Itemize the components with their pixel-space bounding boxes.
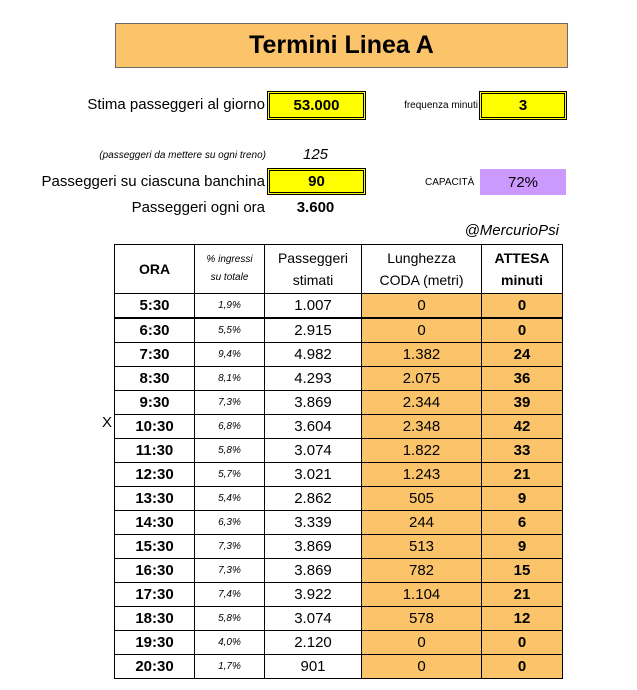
cell-pass[interactable]: 2.120	[265, 631, 362, 655]
cell-coda[interactable]: 1.243	[362, 463, 482, 487]
table-row	[115, 535, 563, 559]
cell-pass[interactable]: 3.021	[265, 463, 362, 487]
cell-pass[interactable]: 2.915	[265, 318, 362, 343]
cell-coda[interactable]: 2.075	[362, 367, 482, 391]
table-row	[115, 343, 563, 367]
cell-pass[interactable]: 3.869	[265, 391, 362, 415]
cell-ora[interactable]: 20:30	[115, 655, 195, 679]
cell-ora[interactable]: 5:30	[115, 294, 195, 319]
cell-attesa[interactable]: 9	[482, 487, 563, 511]
cell-ora[interactable]: 16:30	[115, 559, 195, 583]
cell-pct[interactable]: 7,3%	[195, 391, 265, 415]
cell-ora[interactable]: 12:30	[115, 463, 195, 487]
table-row	[115, 439, 563, 463]
cell-coda[interactable]: 782	[362, 559, 482, 583]
capacita-value: 72%	[480, 169, 566, 195]
cell-pass[interactable]: 3.869	[265, 535, 362, 559]
cell-pct[interactable]: 5,7%	[195, 463, 265, 487]
cell-pass[interactable]: 3.869	[265, 559, 362, 583]
cell-ora[interactable]: 19:30	[115, 631, 195, 655]
cell-pct[interactable]: 5,8%	[195, 607, 265, 631]
cell-ora[interactable]: 11:30	[115, 439, 195, 463]
cell-coda[interactable]: 505	[362, 487, 482, 511]
cell-attesa[interactable]: 15	[482, 559, 563, 583]
table-row	[115, 318, 563, 343]
cell-ora[interactable]: 10:30	[115, 415, 195, 439]
credit-handle: @MercurioPsi	[464, 222, 559, 239]
cell-pass[interactable]: 3.339	[265, 511, 362, 535]
cell-coda[interactable]: 1.382	[362, 343, 482, 367]
cell-pass[interactable]: 3.074	[265, 439, 362, 463]
banchina-input[interactable]: 90	[267, 168, 366, 195]
freq-label: frequenza minuti	[404, 100, 478, 111]
cell-pass[interactable]: 3.604	[265, 415, 362, 439]
header-pct: % ingressi su totale	[195, 245, 265, 294]
table-row	[115, 607, 563, 631]
cell-pct[interactable]: 7,4%	[195, 583, 265, 607]
cell-coda[interactable]: 0	[362, 631, 482, 655]
cell-attesa[interactable]: 0	[482, 294, 563, 319]
cell-coda[interactable]: 513	[362, 535, 482, 559]
cell-pct[interactable]: 6,3%	[195, 511, 265, 535]
cell-coda[interactable]: 244	[362, 511, 482, 535]
cell-attesa[interactable]: 42	[482, 415, 563, 439]
schedule-table	[114, 244, 563, 679]
header-passeggeri: Passeggeri stimati	[265, 245, 362, 294]
header-coda: Lunghezza CODA (metri)	[362, 245, 482, 294]
cell-pass[interactable]: 1.007	[265, 294, 362, 319]
note-label: (passeggeri da mettere su ogni treno)	[99, 150, 266, 161]
cell-ora[interactable]: 9:30	[115, 391, 195, 415]
cell-attesa[interactable]: 0	[482, 631, 563, 655]
cell-ora[interactable]: 18:30	[115, 607, 195, 631]
cell-attesa[interactable]: 21	[482, 463, 563, 487]
cell-pct[interactable]: 7,3%	[195, 559, 265, 583]
stima-input[interactable]: 53.000	[267, 91, 366, 120]
table-row	[115, 511, 563, 535]
cell-ora[interactable]: 7:30	[115, 343, 195, 367]
table-row	[115, 415, 563, 439]
cell-pct[interactable]: 4,0%	[195, 631, 265, 655]
cell-attesa[interactable]: 24	[482, 343, 563, 367]
current-row-marker: X	[102, 414, 113, 431]
table-row	[115, 367, 563, 391]
table-row	[115, 655, 563, 679]
table-row	[115, 463, 563, 487]
capacita-label: CAPACITÀ	[425, 177, 475, 188]
ogni-ora-label: Passeggeri ogni ora	[131, 199, 265, 216]
cell-ora[interactable]: 17:30	[115, 583, 195, 607]
cell-pct[interactable]: 1,7%	[195, 655, 265, 679]
cell-attesa[interactable]: 6	[482, 511, 563, 535]
header-ora: ORA	[115, 245, 195, 294]
cell-coda[interactable]: 0	[362, 318, 482, 343]
note-value: 125	[302, 146, 329, 163]
cell-attesa[interactable]: 39	[482, 391, 563, 415]
cell-ora[interactable]: 15:30	[115, 535, 195, 559]
cell-pass[interactable]: 3.074	[265, 607, 362, 631]
cell-ora[interactable]: 8:30	[115, 367, 195, 391]
table-row	[115, 487, 563, 511]
cell-pass[interactable]: 901	[265, 655, 362, 679]
cell-attesa[interactable]: 21	[482, 583, 563, 607]
cell-pass[interactable]: 4.982	[265, 343, 362, 367]
cell-ora[interactable]: 14:30	[115, 511, 195, 535]
stima-label: Stima passeggeri al giorno	[87, 96, 265, 113]
cell-pct[interactable]: 6,8%	[195, 415, 265, 439]
cell-pct[interactable]: 5,4%	[195, 487, 265, 511]
table-header-row	[115, 245, 563, 294]
cell-attesa[interactable]: 9	[482, 535, 563, 559]
table-row	[115, 631, 563, 655]
table-row	[115, 294, 563, 319]
cell-coda[interactable]: 1.822	[362, 439, 482, 463]
header-attesa: ATTESA minuti	[482, 245, 563, 294]
cell-pass[interactable]: 4.293	[265, 367, 362, 391]
cell-coda[interactable]: 2.344	[362, 391, 482, 415]
cell-pass[interactable]: 2.862	[265, 487, 362, 511]
cell-pct[interactable]: 9,4%	[195, 343, 265, 367]
cell-pct[interactable]: 1,9%	[195, 294, 265, 319]
cell-coda[interactable]: 1.104	[362, 583, 482, 607]
cell-attesa[interactable]: 33	[482, 439, 563, 463]
cell-pass[interactable]: 3.922	[265, 583, 362, 607]
cell-pct[interactable]: 7,3%	[195, 535, 265, 559]
cell-pct[interactable]: 5,8%	[195, 439, 265, 463]
cell-pct[interactable]: 8,1%	[195, 367, 265, 391]
table-row	[115, 583, 563, 607]
table-row	[115, 391, 563, 415]
cell-coda[interactable]: 0	[362, 294, 482, 319]
banchina-label: Passeggeri su ciascuna banchina	[41, 173, 265, 190]
cell-coda[interactable]: 578	[362, 607, 482, 631]
freq-input[interactable]: 3	[479, 91, 567, 120]
cell-attesa[interactable]: 12	[482, 607, 563, 631]
cell-coda[interactable]: 2.348	[362, 415, 482, 439]
cell-coda[interactable]: 0	[362, 655, 482, 679]
cell-ora[interactable]: 13:30	[115, 487, 195, 511]
cell-attesa[interactable]: 36	[482, 367, 563, 391]
cell-pct[interactable]: 5,5%	[195, 318, 265, 343]
ogni-ora-value: 3.600	[296, 199, 335, 216]
table-row	[115, 559, 563, 583]
cell-attesa[interactable]: 0	[482, 655, 563, 679]
sheet-title: Termini Linea A	[115, 23, 568, 68]
cell-attesa[interactable]: 0	[482, 318, 563, 343]
cell-ora[interactable]: 6:30	[115, 318, 195, 343]
